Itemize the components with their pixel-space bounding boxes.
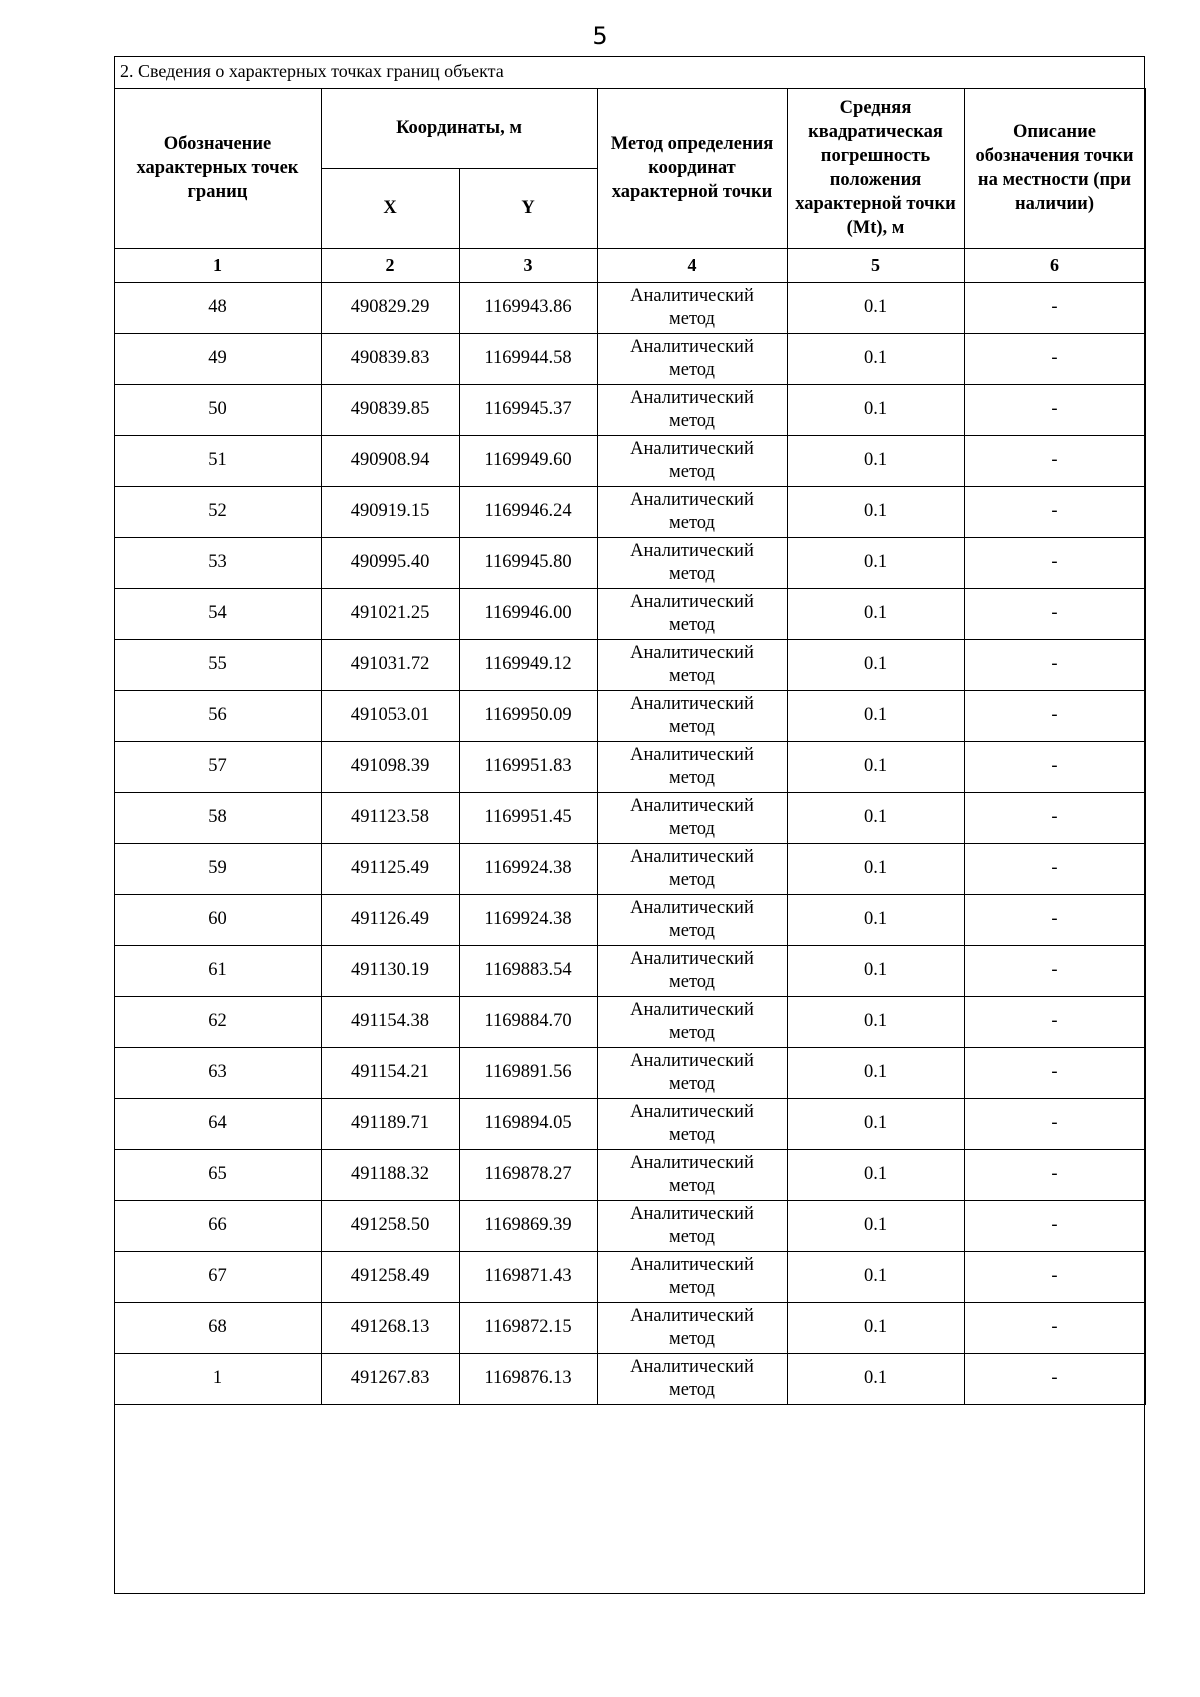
cell-method (597, 435, 787, 486)
method-text: метод (669, 1073, 715, 1094)
cell-y: 1169951.83 (459, 741, 597, 792)
cell-description: - (964, 333, 1145, 384)
method-text: метод (669, 716, 715, 737)
method-text: метод (669, 563, 715, 584)
header-coordinates: Координаты, м (321, 88, 597, 168)
table-row (114, 741, 1145, 792)
cell-description: - (964, 384, 1145, 435)
cell-y: 1169946.24 (459, 486, 597, 537)
cell-y: 1169946.00 (459, 588, 597, 639)
table-row (114, 1302, 1145, 1353)
cell-description: - (964, 945, 1145, 996)
method-text: метод (669, 512, 715, 533)
table-row (114, 894, 1145, 945)
cell-y: 1169891.56 (459, 1047, 597, 1098)
method-text: метод (669, 1277, 715, 1298)
cell-point: 62 (114, 996, 321, 1047)
method-text: метод (669, 410, 715, 431)
table-row (114, 1047, 1145, 1098)
method-text: Аналитический (630, 285, 754, 306)
cell-x: 491053.01 (321, 690, 459, 741)
cell-description: - (964, 1251, 1145, 1302)
column-number: 3 (459, 248, 597, 282)
table-row (114, 945, 1145, 996)
cell-x: 490839.83 (321, 333, 459, 384)
table-row (114, 843, 1145, 894)
method-text: Аналитический (630, 1203, 754, 1224)
cell-error: 0.1 (787, 894, 964, 945)
cell-x: 490995.40 (321, 537, 459, 588)
method-text: метод (669, 359, 715, 380)
cell-description: - (964, 588, 1145, 639)
cell-x: 491130.19 (321, 945, 459, 996)
table-row (114, 792, 1145, 843)
method-text: Аналитический (630, 846, 754, 867)
cell-method (597, 996, 787, 1047)
cell-point: 66 (114, 1200, 321, 1251)
method-text: Аналитический (630, 693, 754, 714)
column-number: 1 (114, 248, 321, 282)
cell-error: 0.1 (787, 282, 964, 333)
cell-y: 1169869.39 (459, 1200, 597, 1251)
cell-x: 490829.29 (321, 282, 459, 333)
cell-error: 0.1 (787, 1098, 964, 1149)
cell-method (597, 639, 787, 690)
method-text: Аналитический (630, 1254, 754, 1275)
table-row (114, 486, 1145, 537)
cell-y: 1169944.58 (459, 333, 597, 384)
method-text: метод (669, 869, 715, 890)
cell-y: 1169872.15 (459, 1302, 597, 1353)
method-text: метод (669, 665, 715, 686)
cell-method (597, 1353, 787, 1404)
cell-error: 0.1 (787, 588, 964, 639)
method-text: метод (669, 767, 715, 788)
cell-point: 56 (114, 690, 321, 741)
cell-description: - (964, 996, 1145, 1047)
method-text: Аналитический (630, 795, 754, 816)
cell-description: - (964, 894, 1145, 945)
cell-error: 0.1 (787, 1200, 964, 1251)
method-text: Аналитический (630, 948, 754, 969)
table-row (114, 588, 1145, 639)
cell-point: 64 (114, 1098, 321, 1149)
method-text: Аналитический (630, 1152, 754, 1173)
cell-y: 1169871.43 (459, 1251, 597, 1302)
table-row (114, 1200, 1145, 1251)
cell-point: 59 (114, 843, 321, 894)
cell-method (597, 792, 787, 843)
cell-error: 0.1 (787, 537, 964, 588)
cell-error: 0.1 (787, 435, 964, 486)
cell-error: 0.1 (787, 996, 964, 1047)
cell-point: 1 (114, 1353, 321, 1404)
cell-x: 491126.49 (321, 894, 459, 945)
method-text: Аналитический (630, 540, 754, 561)
table-row (114, 537, 1145, 588)
table-row (114, 996, 1145, 1047)
cell-description: - (964, 690, 1145, 741)
cell-method (597, 690, 787, 741)
method-text: Аналитический (630, 489, 754, 510)
cell-point: 51 (114, 435, 321, 486)
cell-x: 491098.39 (321, 741, 459, 792)
cell-description: - (964, 1149, 1145, 1200)
method-text: метод (669, 1328, 715, 1349)
cell-y: 1169950.09 (459, 690, 597, 741)
cell-method (597, 843, 787, 894)
method-text: Аналитический (630, 438, 754, 459)
cell-x: 491268.13 (321, 1302, 459, 1353)
cell-error: 0.1 (787, 1149, 964, 1200)
table-row (114, 690, 1145, 741)
cell-description: - (964, 1200, 1145, 1251)
cell-error: 0.1 (787, 945, 964, 996)
cell-error: 0.1 (787, 1302, 964, 1353)
cell-x: 491189.71 (321, 1098, 459, 1149)
cell-error: 0.1 (787, 486, 964, 537)
header-description: Описание обозначения точки на местности (при наличии) (964, 88, 1145, 248)
column-number: 6 (964, 248, 1145, 282)
cell-point: 53 (114, 537, 321, 588)
cell-x: 491258.50 (321, 1200, 459, 1251)
cell-x: 490919.15 (321, 486, 459, 537)
cell-point: 65 (114, 1149, 321, 1200)
cell-point: 55 (114, 639, 321, 690)
cell-error: 0.1 (787, 333, 964, 384)
cell-description: - (964, 537, 1145, 588)
method-text: метод (669, 461, 715, 482)
cell-method (597, 1200, 787, 1251)
method-text: Аналитический (630, 591, 754, 612)
cell-error: 0.1 (787, 1251, 964, 1302)
cell-description: - (964, 1098, 1145, 1149)
cell-method (597, 1302, 787, 1353)
method-text: Аналитический (630, 1101, 754, 1122)
cell-y: 1169949.60 (459, 435, 597, 486)
cell-x: 491258.49 (321, 1251, 459, 1302)
cell-method (597, 1047, 787, 1098)
cell-y: 1169943.86 (459, 282, 597, 333)
column-number: 4 (597, 248, 787, 282)
cell-method (597, 384, 787, 435)
method-text: Аналитический (630, 744, 754, 765)
cell-description: - (964, 1047, 1145, 1098)
cell-error: 0.1 (787, 792, 964, 843)
table-row (114, 639, 1145, 690)
cell-point: 63 (114, 1047, 321, 1098)
method-text: Аналитический (630, 1305, 754, 1326)
cell-point: 67 (114, 1251, 321, 1302)
cell-error: 0.1 (787, 690, 964, 741)
cell-method (597, 1098, 787, 1149)
document-frame (114, 56, 1145, 1594)
cell-method (597, 945, 787, 996)
header-x: X (321, 168, 459, 248)
method-text: Аналитический (630, 999, 754, 1020)
method-text: Аналитический (630, 1356, 754, 1377)
cell-description: - (964, 435, 1145, 486)
cell-x: 491031.72 (321, 639, 459, 690)
cell-error: 0.1 (787, 639, 964, 690)
cell-y: 1169894.05 (459, 1098, 597, 1149)
cell-x: 491267.83 (321, 1353, 459, 1404)
cell-description: - (964, 486, 1145, 537)
method-text: метод (669, 1175, 715, 1196)
cell-method (597, 741, 787, 792)
cell-x: 491123.58 (321, 792, 459, 843)
cell-point: 61 (114, 945, 321, 996)
method-text: метод (669, 1022, 715, 1043)
cell-description: - (964, 639, 1145, 690)
cell-description: - (964, 843, 1145, 894)
cell-y: 1169949.12 (459, 639, 597, 690)
method-text: Аналитический (630, 336, 754, 357)
method-text: Аналитический (630, 1050, 754, 1071)
cell-description: - (964, 792, 1145, 843)
method-text: метод (669, 614, 715, 635)
cell-description: - (964, 282, 1145, 333)
header-method: Метод определения координат характерной точки (597, 88, 787, 248)
cell-y: 1169945.37 (459, 384, 597, 435)
method-text: Аналитический (630, 897, 754, 918)
method-text: метод (669, 818, 715, 839)
cell-x: 491188.32 (321, 1149, 459, 1200)
table-row (114, 1353, 1145, 1404)
cell-error: 0.1 (787, 843, 964, 894)
cell-y: 1169924.38 (459, 894, 597, 945)
cell-y: 1169876.13 (459, 1353, 597, 1404)
cell-description: - (964, 1302, 1145, 1353)
cell-x: 490908.94 (321, 435, 459, 486)
cell-method (597, 1251, 787, 1302)
method-text: метод (669, 971, 715, 992)
cell-method (597, 588, 787, 639)
cell-y: 1169945.80 (459, 537, 597, 588)
column-number: 2 (321, 248, 459, 282)
cell-method (597, 894, 787, 945)
cell-error: 0.1 (787, 741, 964, 792)
table-row (114, 1098, 1145, 1149)
cell-point: 52 (114, 486, 321, 537)
cell-method (597, 1149, 787, 1200)
method-text: Аналитический (630, 387, 754, 408)
cell-method (597, 486, 787, 537)
cell-x: 491154.21 (321, 1047, 459, 1098)
cell-error: 0.1 (787, 384, 964, 435)
method-text: метод (669, 1379, 715, 1400)
header-error: Средняя квадратическая погрешность положения характерной точки (Mt), м (787, 88, 964, 248)
cell-description: - (964, 1353, 1145, 1404)
table-row (114, 282, 1145, 333)
method-text: метод (669, 1226, 715, 1247)
cell-point: 57 (114, 741, 321, 792)
cell-y: 1169951.45 (459, 792, 597, 843)
cell-point: 49 (114, 333, 321, 384)
header-point: Обозначение характерных точек границ (114, 88, 321, 248)
cell-description: - (964, 741, 1145, 792)
cell-point: 60 (114, 894, 321, 945)
cell-y: 1169878.27 (459, 1149, 597, 1200)
cell-y: 1169924.38 (459, 843, 597, 894)
cell-point: 50 (114, 384, 321, 435)
cell-y: 1169884.70 (459, 996, 597, 1047)
cell-method (597, 537, 787, 588)
cell-x: 490839.85 (321, 384, 459, 435)
section-title: 2. Сведения о характерных точках границ объекта (114, 56, 1145, 89)
cell-point: 68 (114, 1302, 321, 1353)
cell-point: 48 (114, 282, 321, 333)
page-number: 5 (592, 22, 608, 50)
cell-point: 54 (114, 588, 321, 639)
table-row (114, 1149, 1145, 1200)
method-text: метод (669, 308, 715, 329)
table-row (114, 384, 1145, 435)
cell-method (597, 333, 787, 384)
cell-error: 0.1 (787, 1353, 964, 1404)
cell-y: 1169883.54 (459, 945, 597, 996)
column-number: 5 (787, 248, 964, 282)
boundary-points-table (114, 56, 1146, 1405)
method-text: метод (669, 920, 715, 941)
table-row (114, 1251, 1145, 1302)
cell-x: 491125.49 (321, 843, 459, 894)
cell-method (597, 282, 787, 333)
table-row (114, 435, 1145, 486)
cell-x: 491021.25 (321, 588, 459, 639)
cell-x: 491154.38 (321, 996, 459, 1047)
table-body (114, 282, 1145, 1404)
method-text: метод (669, 1124, 715, 1145)
cell-error: 0.1 (787, 1047, 964, 1098)
cell-point: 58 (114, 792, 321, 843)
table-row (114, 333, 1145, 384)
header-y: Y (459, 168, 597, 248)
method-text: Аналитический (630, 642, 754, 663)
